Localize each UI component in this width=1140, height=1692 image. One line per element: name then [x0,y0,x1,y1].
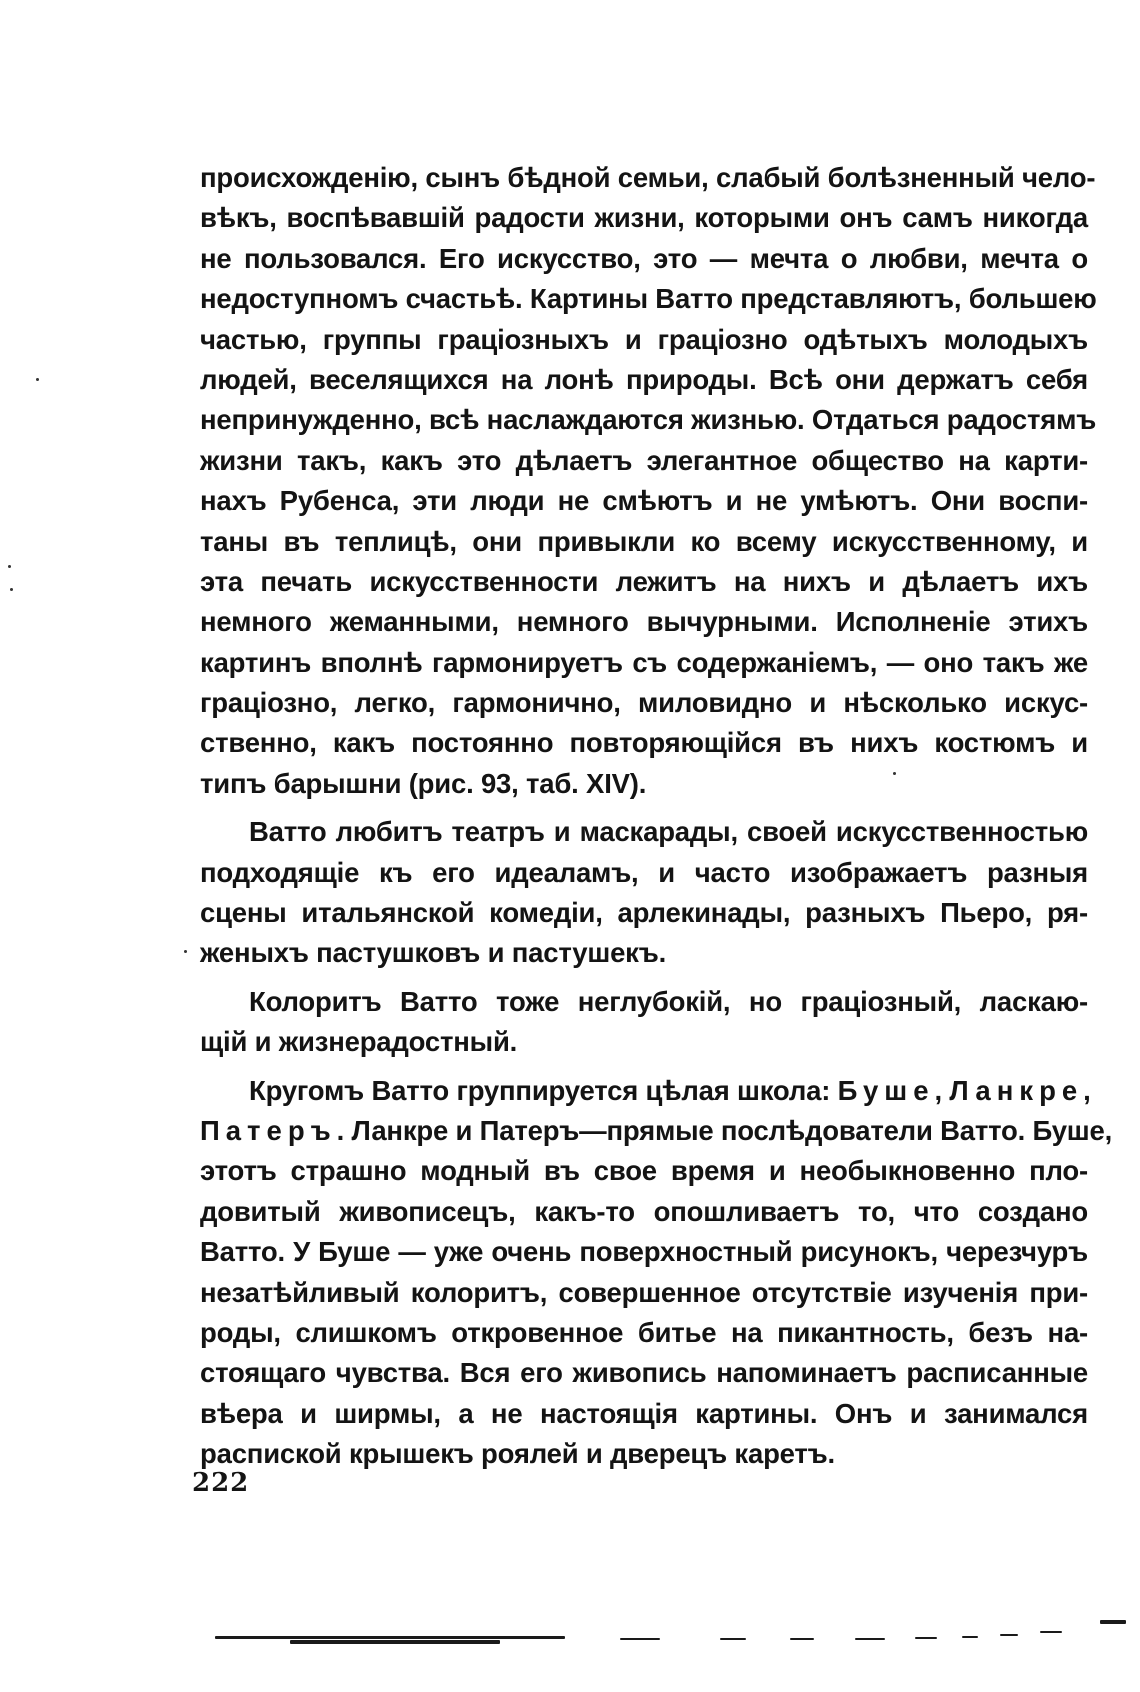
text-line: граціозно, легко, гармонично, миловидно и нѣсколько искус- [200,687,1088,719]
text-line: незатѣйливый колоритъ, совершенное отсутствіе изученія при- [200,1276,1088,1308]
text-line: этотъ страшно модный въ свое время и необыкновенно пло- [200,1155,1088,1187]
text-line: частью, группы граціозныхъ и граціозно одѣтыхъ молодыхъ [200,323,1088,355]
text-line: эта печать искусственности лежитъ на нихъ и дѣлаетъ ихъ [200,565,1088,597]
text-fragment: Кругомъ Ватто группируется цѣлая школа: [249,1074,838,1106]
text-line: стоящаго чувства. Вся его живопись напоминаетъ расписанные [200,1357,1088,1389]
scan-speck [893,772,896,775]
text-line: нахъ Рубенса, эти люди не смѣютъ и не умѣютъ. Они воспи- [200,485,1088,517]
name-lancret: Ланкре [949,1074,1084,1106]
text-line: не пользовался. Его искусство, это — мечта о любви, мечта о [200,242,1088,274]
text-line: довитый живописецъ, какъ-то опошливаетъ то, что создано [200,1195,1088,1227]
text-line: Ватто любитъ театръ и маскарады, своей искусственностью [249,816,1088,848]
paragraph-2 [200,812,1088,974]
scan-rule [720,1638,746,1640]
paragraph-1 [200,158,1097,804]
text-line: щій и жизнерадостный. [200,1026,518,1058]
scan-speck [8,565,11,568]
scan-rule [290,1640,500,1644]
paragraph-3 [200,982,1088,1063]
page-number: 222 [192,1468,250,1498]
text-fragment: , [1083,1074,1091,1106]
scan-rule [1000,1634,1018,1636]
text-line: сцены итальянской комедіи, арлекинады, разныхъ Пьеро, ря- [200,897,1088,929]
scan-rule [1040,1631,1062,1633]
text-line: людей, веселящихся на лонѣ природы. Всѣ они держатъ себя [200,363,1088,395]
text-line: подходящіе къ его идеаламъ, и часто изображаетъ разныя [200,856,1088,888]
text-line: немного жеманными, немного вычурными. Исполненіе этихъ [200,606,1088,638]
text-line: картинъ вполнѣ гармонируетъ съ содержаніемъ, — оно такъ же [200,646,1088,678]
text-line: происхожденію, сынъ бѣдной семьи, слабый болѣзненный чело- [200,162,1096,193]
text-line: вѣера и ширмы, а не настоящія картины. Онъ и занимался [200,1397,1088,1429]
text-fragment: , [934,1074,950,1106]
text-line: непринужденно, всѣ наслаждаются жизнью. Отдаться радостямъ [200,404,1097,436]
text-line: ственно, какъ постоянно повторяющійся въ нихъ костюмъ и [200,727,1088,759]
text-line: женыхъ пастушковъ и пастушекъ. [200,937,667,969]
text-line: жизни такъ, какъ это дѣлаетъ элегантное общество на карти- [200,444,1088,476]
scan-rule [215,1636,565,1639]
text-line: Ватто. У Буше — уже очень поверхностный рисунокъ, черезчуръ [200,1236,1088,1268]
text-line [200,1111,1113,1151]
name-pater: Патеръ [200,1114,337,1146]
scan-speck [10,588,13,591]
text-line: таны въ теплицѣ, они привыкли ко всему искусственному, и [200,525,1088,557]
text-line: типъ барышни (рис. 93, таб. XIV). [200,767,647,799]
name-boucher: Буше [837,1074,935,1106]
text-line: недоступномъ счастьѣ. Картины Ватто представляютъ, большею [200,283,1097,315]
text-line: распиской крышекъ роялей и дверецъ каретъ. [200,1438,835,1470]
body-text [200,158,1113,1475]
scan-rule [1100,1620,1126,1624]
scan-speck [184,950,187,953]
paragraph-4 [200,1071,1113,1475]
text-line: вѣкъ, воспѣвавшій радости жизни, которыми онъ самъ никогда [200,202,1088,234]
text-line [200,1071,1091,1111]
scan-rule [915,1637,937,1639]
scan-rule [962,1636,978,1638]
scan-rule [620,1638,660,1640]
scan-speck [36,378,39,381]
scan-rule [790,1638,814,1640]
scan-rule [855,1638,885,1640]
text-fragment: . Ланкре и Патеръ—прямые послѣдователи Ватто. Буше, [336,1114,1113,1146]
text-line: Колоритъ Ватто тоже неглубокій, но граціозный, ласкаю- [249,985,1088,1017]
text-line: роды, слишкомъ откровенное битье на пикантность, безъ на- [200,1316,1088,1348]
